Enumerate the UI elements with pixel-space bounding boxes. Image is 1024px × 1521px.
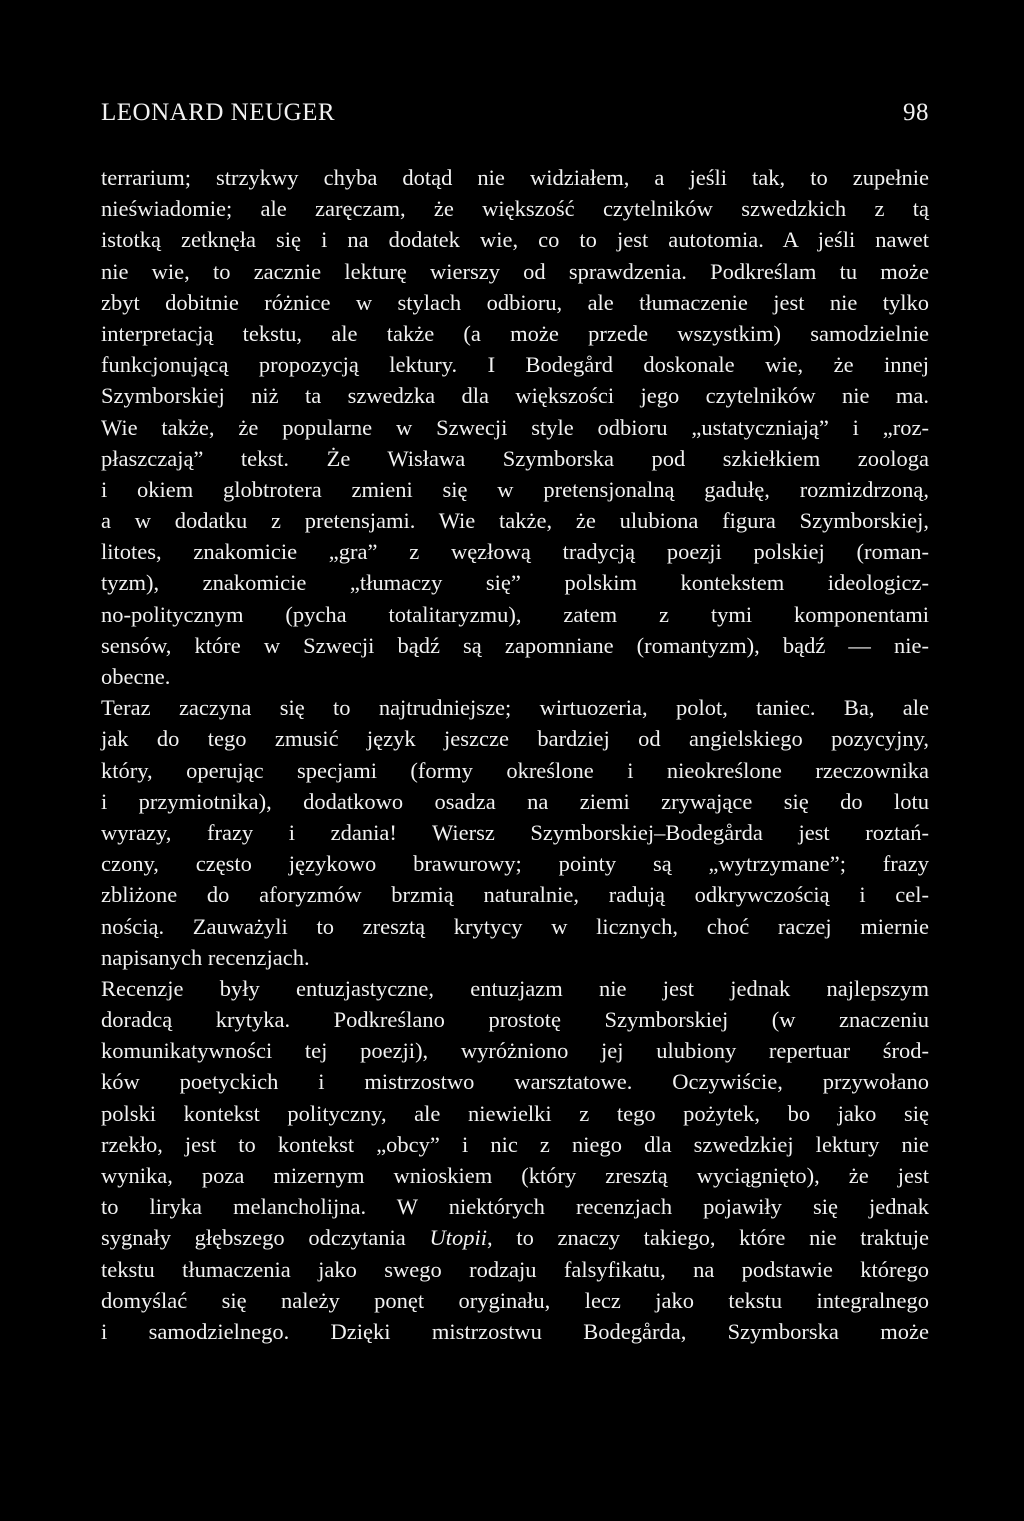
text-line: płaszczają” tekst. Że Wisława Szymborska pod szkiełkiem zoologa [101, 445, 929, 471]
text-line: ków poetyckich i mistrzostwo warsztatowe. Oczywiście, przywołano [101, 1069, 929, 1095]
text-line: domyślać się należy ponęt oryginału, lecz jako tekstu integralnego [101, 1287, 929, 1313]
text-line: nie wie, to zacznie lekturę wierszy od sprawdzenia. Podkreślam tu może [101, 258, 929, 284]
text-line: i okiem globtrotera zmieni się w pretensjonalną gadułę, rozmizdrzoną, [101, 476, 929, 502]
text-line: Recenzje były entuzjastyczne, entuzjazm nie jest jednak najlepszym [101, 975, 929, 1001]
text-line: i przymiotnika), dodatkowo osadza na ziemi zrywające się do lotu [101, 788, 929, 814]
text-line: tyzm), znakomicie „tłumaczy się” polskim kontekstem ideologicz- [101, 570, 929, 596]
text-line: nieświadomie; ale zaręczam, że większość czytelników szwedzkich z tą [101, 196, 929, 222]
text-line: istotką zetknęła się i na dodatek wie, co to jest autotomia. A jeśli nawet [101, 227, 929, 253]
text-line: wynika, poza mizernym wnioskiem (który zresztą wyciągnięto), że jest [101, 1163, 929, 1188]
text-line: jak do tego zmusić język jeszcze bardziej od angielskiego pozycyjny, [101, 726, 929, 752]
text-line: który, operując specjami (formy określone i nieokreślone rzeczownika [101, 757, 929, 783]
text-line: zbliżone do aforyzmów brzmią naturalnie, radują odkrywczością i cel- [101, 882, 929, 908]
text-line: Teraz zaczyna się to najtrudniejsze; wirtuozeria, polot, taniec. Ba, ale [101, 695, 929, 721]
text-line: czony, często językowo brawurowy; pointy są „wytrzymane”; frazy [101, 851, 929, 877]
text-line: Szymborskiej niż ta szwedzka dla większości jego czytelników nie ma. [101, 383, 929, 409]
text-line: nością. Zauważyli to zresztą krytycy w licznych, choć raczej miernie [101, 913, 929, 939]
text-line: polski kontekst polityczny, ale niewielki z tego pożytek, bo jako się [101, 1100, 929, 1126]
text-line: Wie także, że popularne w Szwecji style odbioru „ustatyczniają” i „roz- [101, 414, 929, 440]
body-text [101, 162, 929, 1347]
running-head-author: LEONARD NEUGER [101, 99, 336, 126]
italic-title: Utopii [429, 1225, 487, 1251]
page-number: 98 [903, 99, 929, 126]
text-line: doradcą krytyka. Podkreślano prostotę Szymborskiej (w znaczeniu [101, 1007, 929, 1033]
text-line: to liryka melancholijna. W niektórych recenzjach pojawiły się jednak [101, 1194, 929, 1220]
text-line [101, 1222, 929, 1253]
text-line: napisanych recenzjach. [101, 944, 310, 970]
text-line: terrarium; strzykwy chyba dotąd nie widziałem, a jeśli tak, to zupełnie [101, 165, 929, 190]
text-line: sensów, które w Szwecji bądź są zapomniane (romantyzm), bądź — nie- [101, 632, 929, 658]
text-line: wyrazy, frazy i zdania! Wiersz Szymborskiej–Bodegårda jest roztań- [101, 819, 929, 845]
text-line: funkcjonującą propozycją lektury. I Bodegård doskonale wie, że innej [101, 352, 929, 378]
text-line: zbyt dobitnie różnice w stylach odbioru, ale tłumaczenie jest nie tylko [101, 289, 929, 315]
text-segment: , to znaczy takiego, które nie traktuje [487, 1225, 929, 1251]
text-line: komunikatywności tej poezji), wyróżniono jej ulubiony repertuar środ- [101, 1038, 929, 1064]
text-line: litotes, znakomicie „gra” z węzłową tradycją poezji polskiej (roman- [101, 539, 929, 565]
text-line: no-politycznym (pycha totalitaryzmu), zatem z tymi komponentami [101, 601, 929, 627]
text-line: interpretacją tekstu, ale także (a może przede wszystkim) samodzielnie [101, 320, 929, 346]
text-segment: sygnały głębszego odczytania [101, 1225, 430, 1251]
text-line: obecne. [101, 664, 171, 689]
text-line: tekstu tłumaczenia jako swego rodzaju falsyfikatu, na podstawie którego [101, 1256, 929, 1282]
text-line: rzekło, jest to kontekst „obcy” i nic z niego dla szwedzkiej lektury nie [101, 1131, 929, 1157]
running-head [101, 98, 929, 128]
text-line: i samodzielnego. Dzięki mistrzostwu Bodegårda, Szymborska może [101, 1318, 929, 1344]
text-line: a w dodatku z pretensjami. Wie także, że ulubiona figura Szymborskiej, [101, 508, 929, 534]
